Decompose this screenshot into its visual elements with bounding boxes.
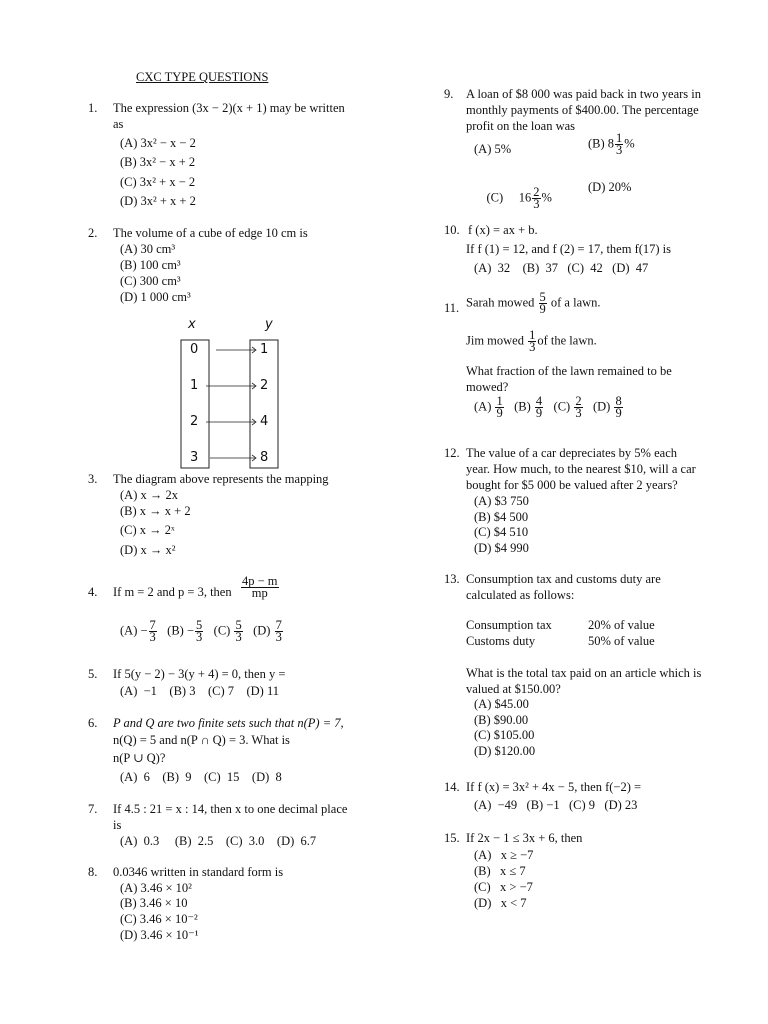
question-stem: What fraction of the lawn remained to be <box>466 364 672 378</box>
question-stem: monthly payments of $400.00. The percentage <box>466 103 699 117</box>
fraction-denominator: mp <box>251 586 268 600</box>
question-stem: If 2x − 1 ≤ 3x + 6, then <box>466 831 583 845</box>
y-set-label: y <box>265 317 273 332</box>
question-number: 1. <box>88 101 98 115</box>
y-set-box <box>250 340 278 468</box>
option-b: (B) x → x + 2 <box>120 504 191 518</box>
options-row: (A) −49 (B) −1 (C) 9 (D) 23 <box>474 798 638 812</box>
options-row: (A) 6 (B) 9 (C) 15 (D) 8 <box>120 770 282 784</box>
option-c: (C) 300 cm³ <box>120 274 181 288</box>
question-stem <box>466 330 597 353</box>
question-stem: If 5(y − 2) − 3(y + 4) = 0, then y = <box>113 667 286 681</box>
tax-row-label: Customs duty <box>466 634 536 648</box>
option-d: (D) 3x² + x + 2 <box>120 194 196 208</box>
question-stem: bought for $5 000 be valued after 2 years? <box>466 478 678 492</box>
tax-row-value: 20% of value <box>588 618 655 632</box>
option-c: (C) <box>213 623 231 638</box>
fraction-denominator: 3 <box>616 143 623 157</box>
options-row: (A) −1 (B) 3 (C) 7 (D) 11 <box>120 684 279 698</box>
fraction-denominator: 3 <box>235 630 242 644</box>
percent-sign: % <box>541 190 552 205</box>
question-number: 4. <box>88 585 98 599</box>
question-stem: year. How much, to the nearest $10, will a car <box>466 462 696 476</box>
question-stem: calculated as follows: <box>466 588 575 602</box>
options-row <box>474 396 624 419</box>
question-number: 7. <box>88 802 98 816</box>
fraction-denominator: 3 <box>575 406 582 420</box>
stem-text: Jim mowed <box>466 333 524 348</box>
stem-text: of a lawn. <box>550 295 601 310</box>
option-b: (B) 3x² − x + 2 <box>120 155 196 169</box>
option-b: (B) $90.00 <box>474 713 529 727</box>
y-value: 8 <box>260 450 269 465</box>
option-a: (A) x → 2x <box>120 488 178 502</box>
option-d: (D) x → x² <box>120 543 176 557</box>
fraction-denominator: 9 <box>539 302 546 316</box>
option-c: (C) x → 2ˣ <box>120 523 175 537</box>
option-c: (C) 3x² + x − 2 <box>120 175 196 189</box>
option-b: (B) <box>514 399 531 414</box>
question-stem: The diagram above represents the mapping <box>113 472 329 486</box>
option-b <box>588 133 635 156</box>
stem-text: Sarah mowed <box>466 295 535 310</box>
fraction-numerator: 4p − m <box>242 574 278 588</box>
option-d: (D) 20% <box>588 180 632 194</box>
question-number: 13. <box>444 572 460 586</box>
option-c: (C) <box>553 399 571 414</box>
question-stem: What is the total tax paid on an article which is <box>466 666 702 680</box>
option-a: (A) 30 cm³ <box>120 242 176 256</box>
question-stem: The expression (3x − 2)(x + 1) may be written <box>113 101 345 115</box>
fraction-denominator: 9 <box>535 406 543 420</box>
percent-sign: % <box>624 136 635 151</box>
question-stem: as <box>113 117 124 131</box>
minus-sign: − <box>186 623 195 638</box>
fraction-numerator: 2 <box>575 394 582 408</box>
question-number: 15. <box>444 831 460 845</box>
fraction-denominator: 3 <box>275 630 282 644</box>
fraction-numerator: 8 <box>615 394 622 408</box>
option-d: (D) 3.46 × 10⁻¹ <box>120 928 199 942</box>
option-b: (B) 3.46 × 10 <box>120 896 188 910</box>
x-set-box <box>181 340 209 468</box>
question-number: 8. <box>88 865 98 879</box>
x-set-label: x <box>188 317 196 332</box>
options-row <box>120 620 284 643</box>
y-value: 2 <box>260 378 269 393</box>
option-a: (A) <box>120 623 138 638</box>
minus-sign: − <box>140 623 148 638</box>
option-b: (B) 100 cm³ <box>120 258 181 272</box>
option-c <box>474 172 552 225</box>
question-stem: 0.0346 written in standard form is <box>113 865 284 879</box>
option-a: (A) <box>474 399 492 414</box>
question-number: 2. <box>88 226 98 240</box>
option-c: (C) 3.46 × 10⁻² <box>120 912 198 926</box>
option-label: (C) 16 <box>486 190 532 205</box>
tax-row-value: 50% of value <box>588 634 655 648</box>
fraction-numerator: 7 <box>149 618 156 632</box>
fraction-denominator: 3 <box>196 630 203 644</box>
question-stem: mowed? <box>466 380 509 394</box>
x-value: 2 <box>190 414 199 429</box>
y-value: 4 <box>260 414 269 429</box>
question-number: 5. <box>88 667 98 681</box>
option-d: (D) $4 990 <box>474 541 529 555</box>
option-b: (B) <box>167 623 184 638</box>
question-stem: f (x) = ax + b. <box>468 223 538 237</box>
question-stem <box>466 292 601 315</box>
x-value: 3 <box>190 450 199 465</box>
stem-fraction <box>240 576 280 599</box>
fraction-denominator: 3 <box>149 630 156 644</box>
question-number: 3. <box>88 472 98 486</box>
question-number: 6. <box>88 716 98 730</box>
question-number: 11. <box>444 301 460 315</box>
fraction-denominator: 3 <box>533 197 540 211</box>
question-number: 12. <box>444 446 460 460</box>
options-row: (A) 0.3 (B) 2.5 (C) 3.0 (D) 6.7 <box>120 834 317 848</box>
option-a: (A) $3 750 <box>474 494 529 508</box>
option-a: (A) 3x² − x − 2 <box>120 136 196 150</box>
x-value: 1 <box>190 378 199 393</box>
fraction-numerator: 4 <box>535 394 543 408</box>
option-d: (D) <box>592 399 611 414</box>
question-number: 9. <box>444 87 454 101</box>
option-a: (A) $45.00 <box>474 697 529 711</box>
fraction-numerator: 5 <box>196 618 203 632</box>
question-stem: Consumption tax and customs duty are <box>466 572 661 586</box>
option-d: (D) <box>253 623 271 638</box>
question-stem: n(Q) = 5 and n(P ∩ Q) = 3. What is <box>113 733 290 747</box>
options-row: (A) 32 (B) 37 (C) 42 (D) 47 <box>474 261 649 275</box>
page-title: CXC TYPE QUESTIONS <box>136 70 269 84</box>
question-stem: P and Q are two finite sets such that n(P) = 7, <box>113 716 344 730</box>
question-stem: profit on the loan was <box>466 119 576 133</box>
question-stem: The volume of a cube of edge 10 cm is <box>113 226 308 240</box>
fraction-numerator: 5 <box>235 618 242 632</box>
fraction-denominator: 9 <box>496 406 503 420</box>
x-value: 0 <box>190 342 199 357</box>
fraction-numerator: 1 <box>616 131 623 145</box>
option-label: (B) 8 <box>588 136 615 151</box>
question-stem: If m = 2 and p = 3, then <box>113 585 232 599</box>
question-stem: n(P ∪ Q)? <box>113 751 166 765</box>
question-number: 10. <box>444 223 460 237</box>
fraction-numerator: 5 <box>539 290 546 304</box>
option-d: (D) 1 000 cm³ <box>120 290 191 304</box>
option-b: (B) $4 500 <box>474 510 529 524</box>
option-c: (C) $4 510 <box>474 525 529 539</box>
question-stem: If f (1) = 12, and f (2) = 17, them f(17) is <box>466 242 672 256</box>
option-b: (B) x ≤ 7 <box>474 864 526 878</box>
option-c: (C) $105.00 <box>474 728 535 742</box>
fraction-numerator: 7 <box>275 618 282 632</box>
fraction-numerator: 1 <box>529 328 536 342</box>
option-c: (C) x > −7 <box>474 880 533 894</box>
question-number: 14. <box>444 780 460 794</box>
question-stem: A loan of $8 000 was paid back in two years in <box>466 87 702 101</box>
option-d: (D) $120.00 <box>474 744 536 758</box>
option-a: (A) x ≥ −7 <box>474 848 534 862</box>
option-a: (A) 3.46 × 10² <box>120 881 192 895</box>
fraction-numerator: 1 <box>496 394 503 408</box>
option-a: (A) 5% <box>474 142 512 156</box>
fraction-numerator: 2 <box>533 185 540 199</box>
question-stem: The value of a car depreciates by 5% each <box>466 446 677 460</box>
stem-text: of the lawn. <box>537 333 597 348</box>
question-stem: If f (x) = 3x² + 4x − 5, then f(−2) = <box>466 780 642 794</box>
question-stem: If 4.5 : 21 = x : 14, then x to one decimal place <box>113 802 348 816</box>
y-value: 1 <box>260 342 269 357</box>
question-stem: is <box>113 818 122 832</box>
question-stem: valued at $150.00? <box>466 682 561 696</box>
option-d: (D) x < 7 <box>474 896 527 910</box>
fraction-denominator: 3 <box>529 340 536 354</box>
fraction-denominator: 9 <box>615 406 622 420</box>
tax-row-label: Consumption tax <box>466 618 552 632</box>
